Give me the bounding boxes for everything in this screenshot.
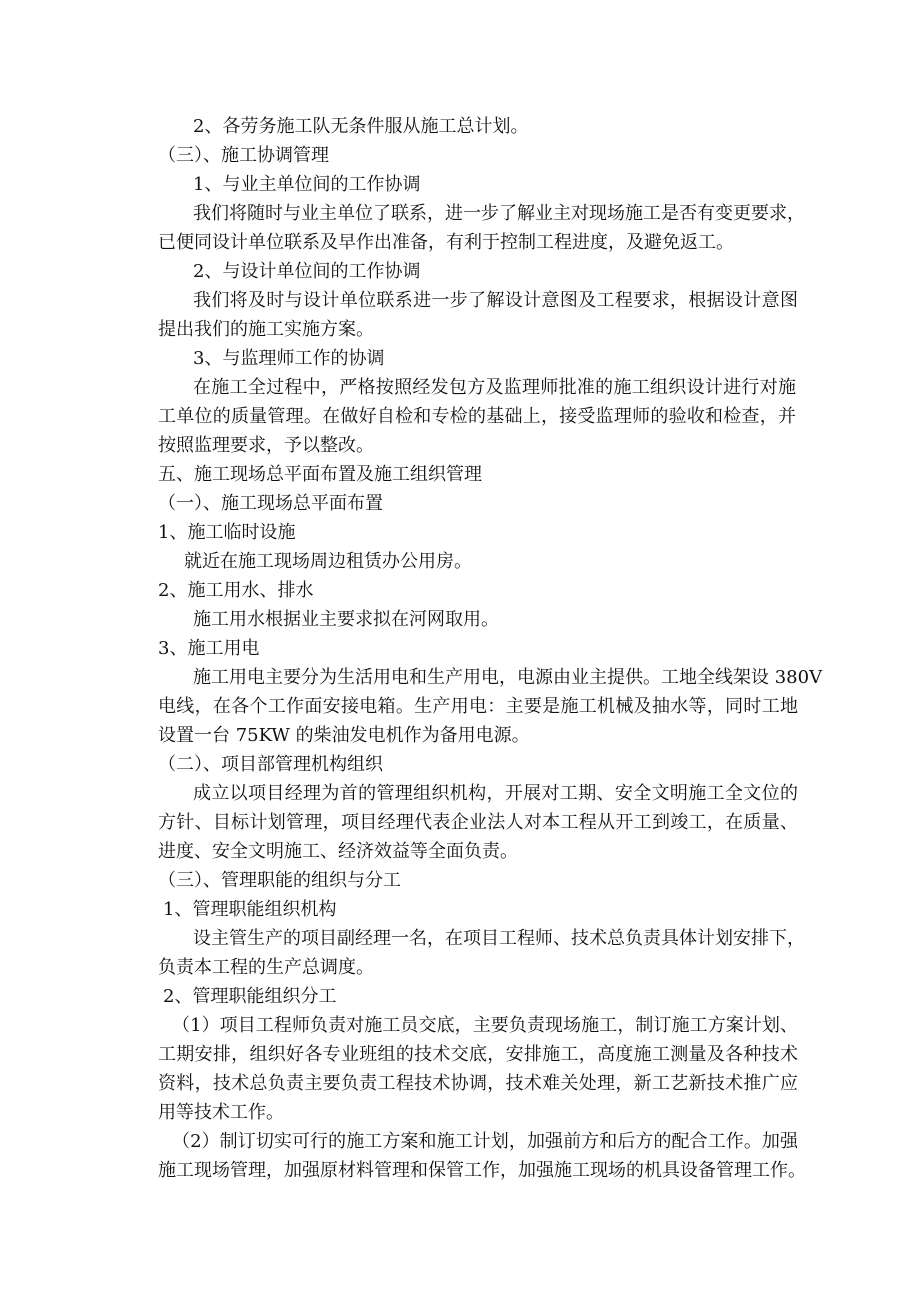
subheading: 3、施工用电 — [158, 638, 260, 659]
paragraph-line: 用等技术工作。 — [158, 1102, 284, 1123]
section-heading: （一）、施工现场总平面布置 — [158, 493, 383, 514]
paragraph-line: 施工用电主要分为生活用电和生产用电，电源由业主提供。工地全线架设 380V — [193, 667, 823, 688]
paragraph-line: 资料，技术总负责主要负责工程技术协调，技术难关处理，新工艺新技术推广应 — [158, 1073, 798, 1094]
paragraph-line: 设置一台 75KW 的柴油发电机作为备用电源。 — [158, 725, 530, 746]
paragraph-line: 设主管生产的项目副经理一名，在项目工程师、技术总负责具体计划安排下， — [193, 928, 805, 949]
paragraph-line: 在施工全过程中，严格按照经发包方及监理师批准的施工组织设计进行对施 — [193, 377, 796, 398]
subheading: 1、施工临时设施 — [158, 522, 296, 543]
paragraph-line: 提出我们的施工实施方案。 — [158, 319, 374, 340]
section-heading: （二）、项目部管理机构组织 — [158, 754, 383, 775]
paragraph-line: 电线，在各个工作面安接电箱。生产用电：主要是施工机械及抽水等，同时工地 — [158, 696, 798, 717]
paragraph-line: 按照监理要求，予以整改。 — [158, 435, 374, 456]
subheading: 1、管理职能组织机构 — [163, 899, 337, 920]
paragraph-line: 已便同设计单位联系及早作出准备，有利于控制工程进度，及避免返工。 — [158, 232, 734, 253]
subheading: 1、与业主单位间的工作协调 — [193, 174, 421, 195]
paragraph-line: 施工现场管理，加强原材料管理和保管工作，加强施工现场的机具设备管理工作。 — [158, 1160, 806, 1181]
subheading: 3、与监理师工作的协调 — [193, 348, 385, 369]
subheading: 2、管理职能组织分工 — [163, 986, 337, 1007]
paragraph-line: （1）项目工程师负责对施工员交底，主要负责现场施工，制订施工方案计划、 — [172, 1015, 798, 1036]
paragraph-line: 施工用水根据业主要求拟在河网取用。 — [193, 609, 499, 630]
paragraph-line: 成立以项目经理为首的管理组织机构，开展对工期、安全文明施工全文位的 — [193, 783, 798, 804]
paragraph-line: 方针、目标计划管理，项目经理代表企业法人对本工程从开工到竣工，在质量、 — [158, 812, 798, 833]
section-heading: 五、施工现场总平面布置及施工组织管理 — [158, 464, 482, 485]
subheading: 2、施工用水、排水 — [158, 580, 314, 601]
paragraph-line: 负责本工程的生产总调度。 — [158, 957, 374, 978]
section-heading: （三）、施工协调管理 — [158, 145, 329, 166]
paragraph-line: 我们将及时与设计单位联系进一步了解设计意图及工程要求，根据设计意图 — [193, 290, 798, 311]
subheading: 2、与设计单位间的工作协调 — [193, 261, 421, 282]
paragraph-line: 就近在施工现场周边租赁办公用房。 — [184, 551, 472, 572]
section-heading: （三）、管理职能的组织与分工 — [158, 870, 401, 891]
paragraph-line: （2）制订切实可行的施工方案和施工计划，加强前方和后方的配合工作。加强 — [172, 1131, 798, 1152]
paragraph-line: 工单位的质量管理。在做好自检和专检的基础上，接受监理师的验收和检查，并 — [158, 406, 796, 427]
paragraph-line: 进度、安全文明施工、经济效益等全面负责。 — [158, 841, 518, 862]
paragraph-line: 工期安排，组织好各专业班组的技术交底，安排施工，高度施工测量及各种技术 — [158, 1044, 798, 1065]
list-item: 2、各劳务施工队无条件服从施工总计划。 — [193, 116, 529, 137]
paragraph-line: 我们将随时与业主单位了联系，进一步了解业主对现场施工是否有变更要求， — [193, 203, 805, 224]
